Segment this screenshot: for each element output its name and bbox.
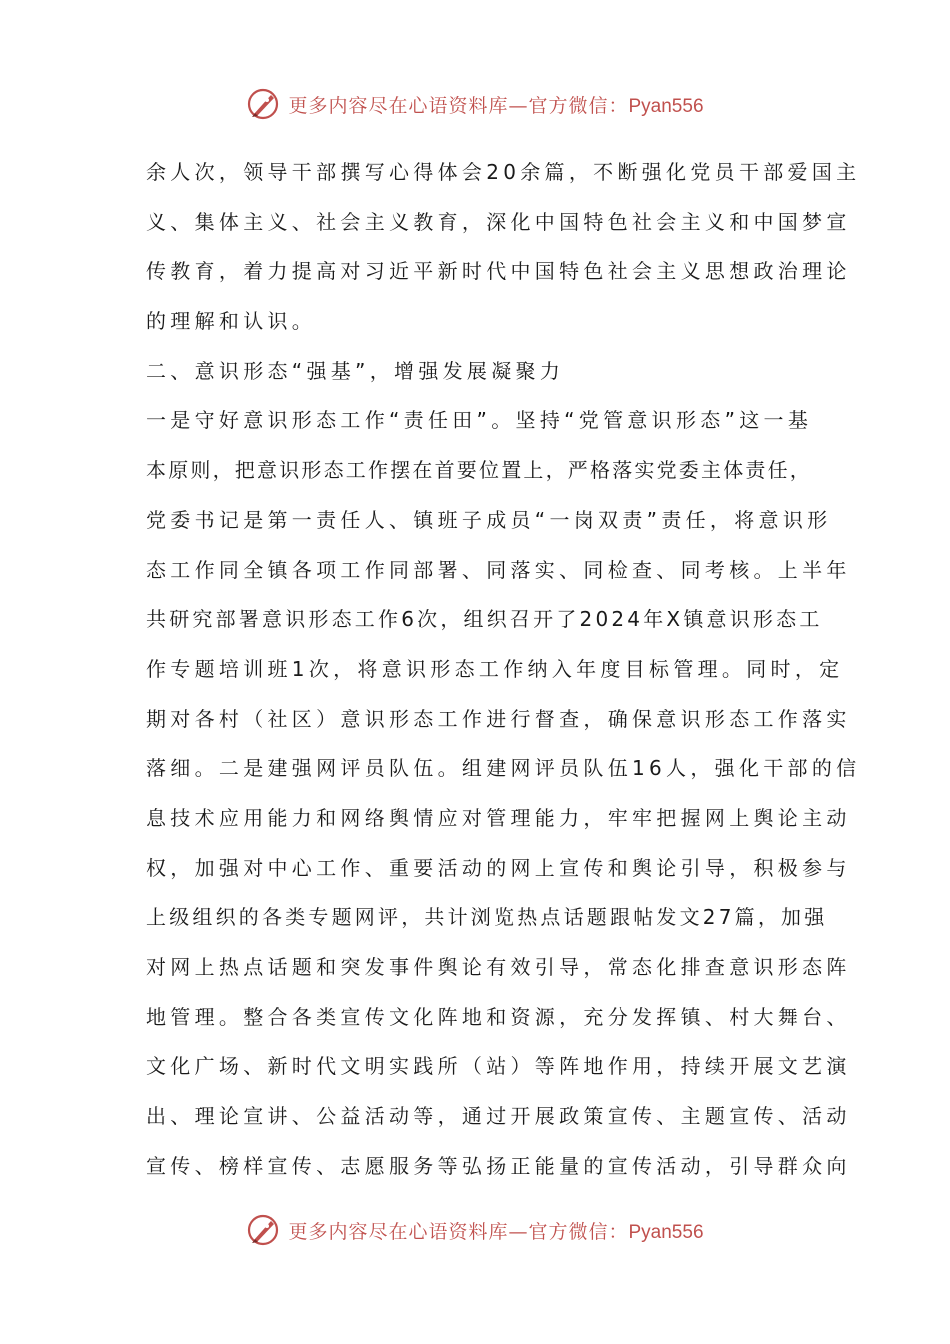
pen-logo-icon: [246, 87, 280, 121]
body-line: 权，加强对中心工作、重要活动的网上宣传和舆论引导，积极参与: [146, 855, 851, 880]
section-heading: 二、意识形态“强基”，增强发展凝聚力: [146, 358, 565, 383]
watermark-text: 更多内容尽在心语资料库—官方微信：Pyan556: [288, 1220, 704, 1243]
body-line: 期对各村（社区）意识形态工作进行督查，确保意识形态工作落实: [146, 706, 851, 731]
document-body: [146, 148, 861, 1191]
body-line: 对网上热点话题和突发事件舆论有效引导，常态化排查意识形态阵: [146, 955, 851, 979]
body-line: 息技术应用能力和网络舆情应对管理能力，牢牢把握网上舆论主动: [146, 805, 851, 830]
body-line: 义、集体主义、社会主义教育，深化中国特色社会主义和中国梦宣: [146, 209, 851, 234]
body-line: 出、理论宣讲、公益活动等，通过开展政策宣传、主题宣传、活动: [146, 1104, 851, 1129]
footer-watermark: [0, 1210, 950, 1250]
body-line: 宣传、榜样宣传、志愿服务等弘扬正能量的宣传活动，引导群众向: [146, 1153, 851, 1178]
body-line: 余人次，领导干部撰写心得体会20余篇，不断强化党员干部爱国主: [146, 160, 861, 184]
body-line: 地管理。整合各类宣传文化阵地和资源，充分发挥镇、村大舞台、: [146, 1004, 851, 1029]
header-watermark: [0, 84, 950, 124]
body-line: 文化广场、新时代文明实践所（站）等阵地作用，持续开展文艺演: [146, 1054, 851, 1079]
body-line: 本原则，把意识形态工作摆在首要位置上，严格落实党委主体责任，: [146, 458, 812, 483]
body-line: 的理解和认识。: [146, 309, 317, 334]
body-line: 共研究部署意识形态工作6次，组织召开了2024年X镇意识形态工: [146, 607, 823, 632]
body-line: 落细。二是建强网评员队伍。组建网评员队伍16人，强化干部的信: [146, 756, 861, 781]
body-line: 党委书记是第一责任人、镇班子成员“一岗双责”责任，将意识形: [146, 507, 832, 532]
pen-logo-icon: [246, 1213, 280, 1247]
body-line: 作专题培训班1次，将意识形态工作纳入年度目标管理。同时，定: [146, 656, 844, 681]
watermark-text: 更多内容尽在心语资料库—官方微信：Pyan556: [288, 94, 704, 117]
body-line: 态工作同全镇各项工作同部署、同落实、同检查、同考核。上半年: [146, 557, 851, 582]
body-line: 传教育，着力提高对习近平新时代中国特色社会主义思想政治理论: [146, 259, 851, 284]
body-line: 一是守好意识形态工作“责任田”。坚持“党管意识形态”这一基: [146, 408, 813, 433]
body-line: 上级组织的各类专题网评，共计浏览热点话题跟帖发文27篇，加强: [146, 905, 828, 930]
